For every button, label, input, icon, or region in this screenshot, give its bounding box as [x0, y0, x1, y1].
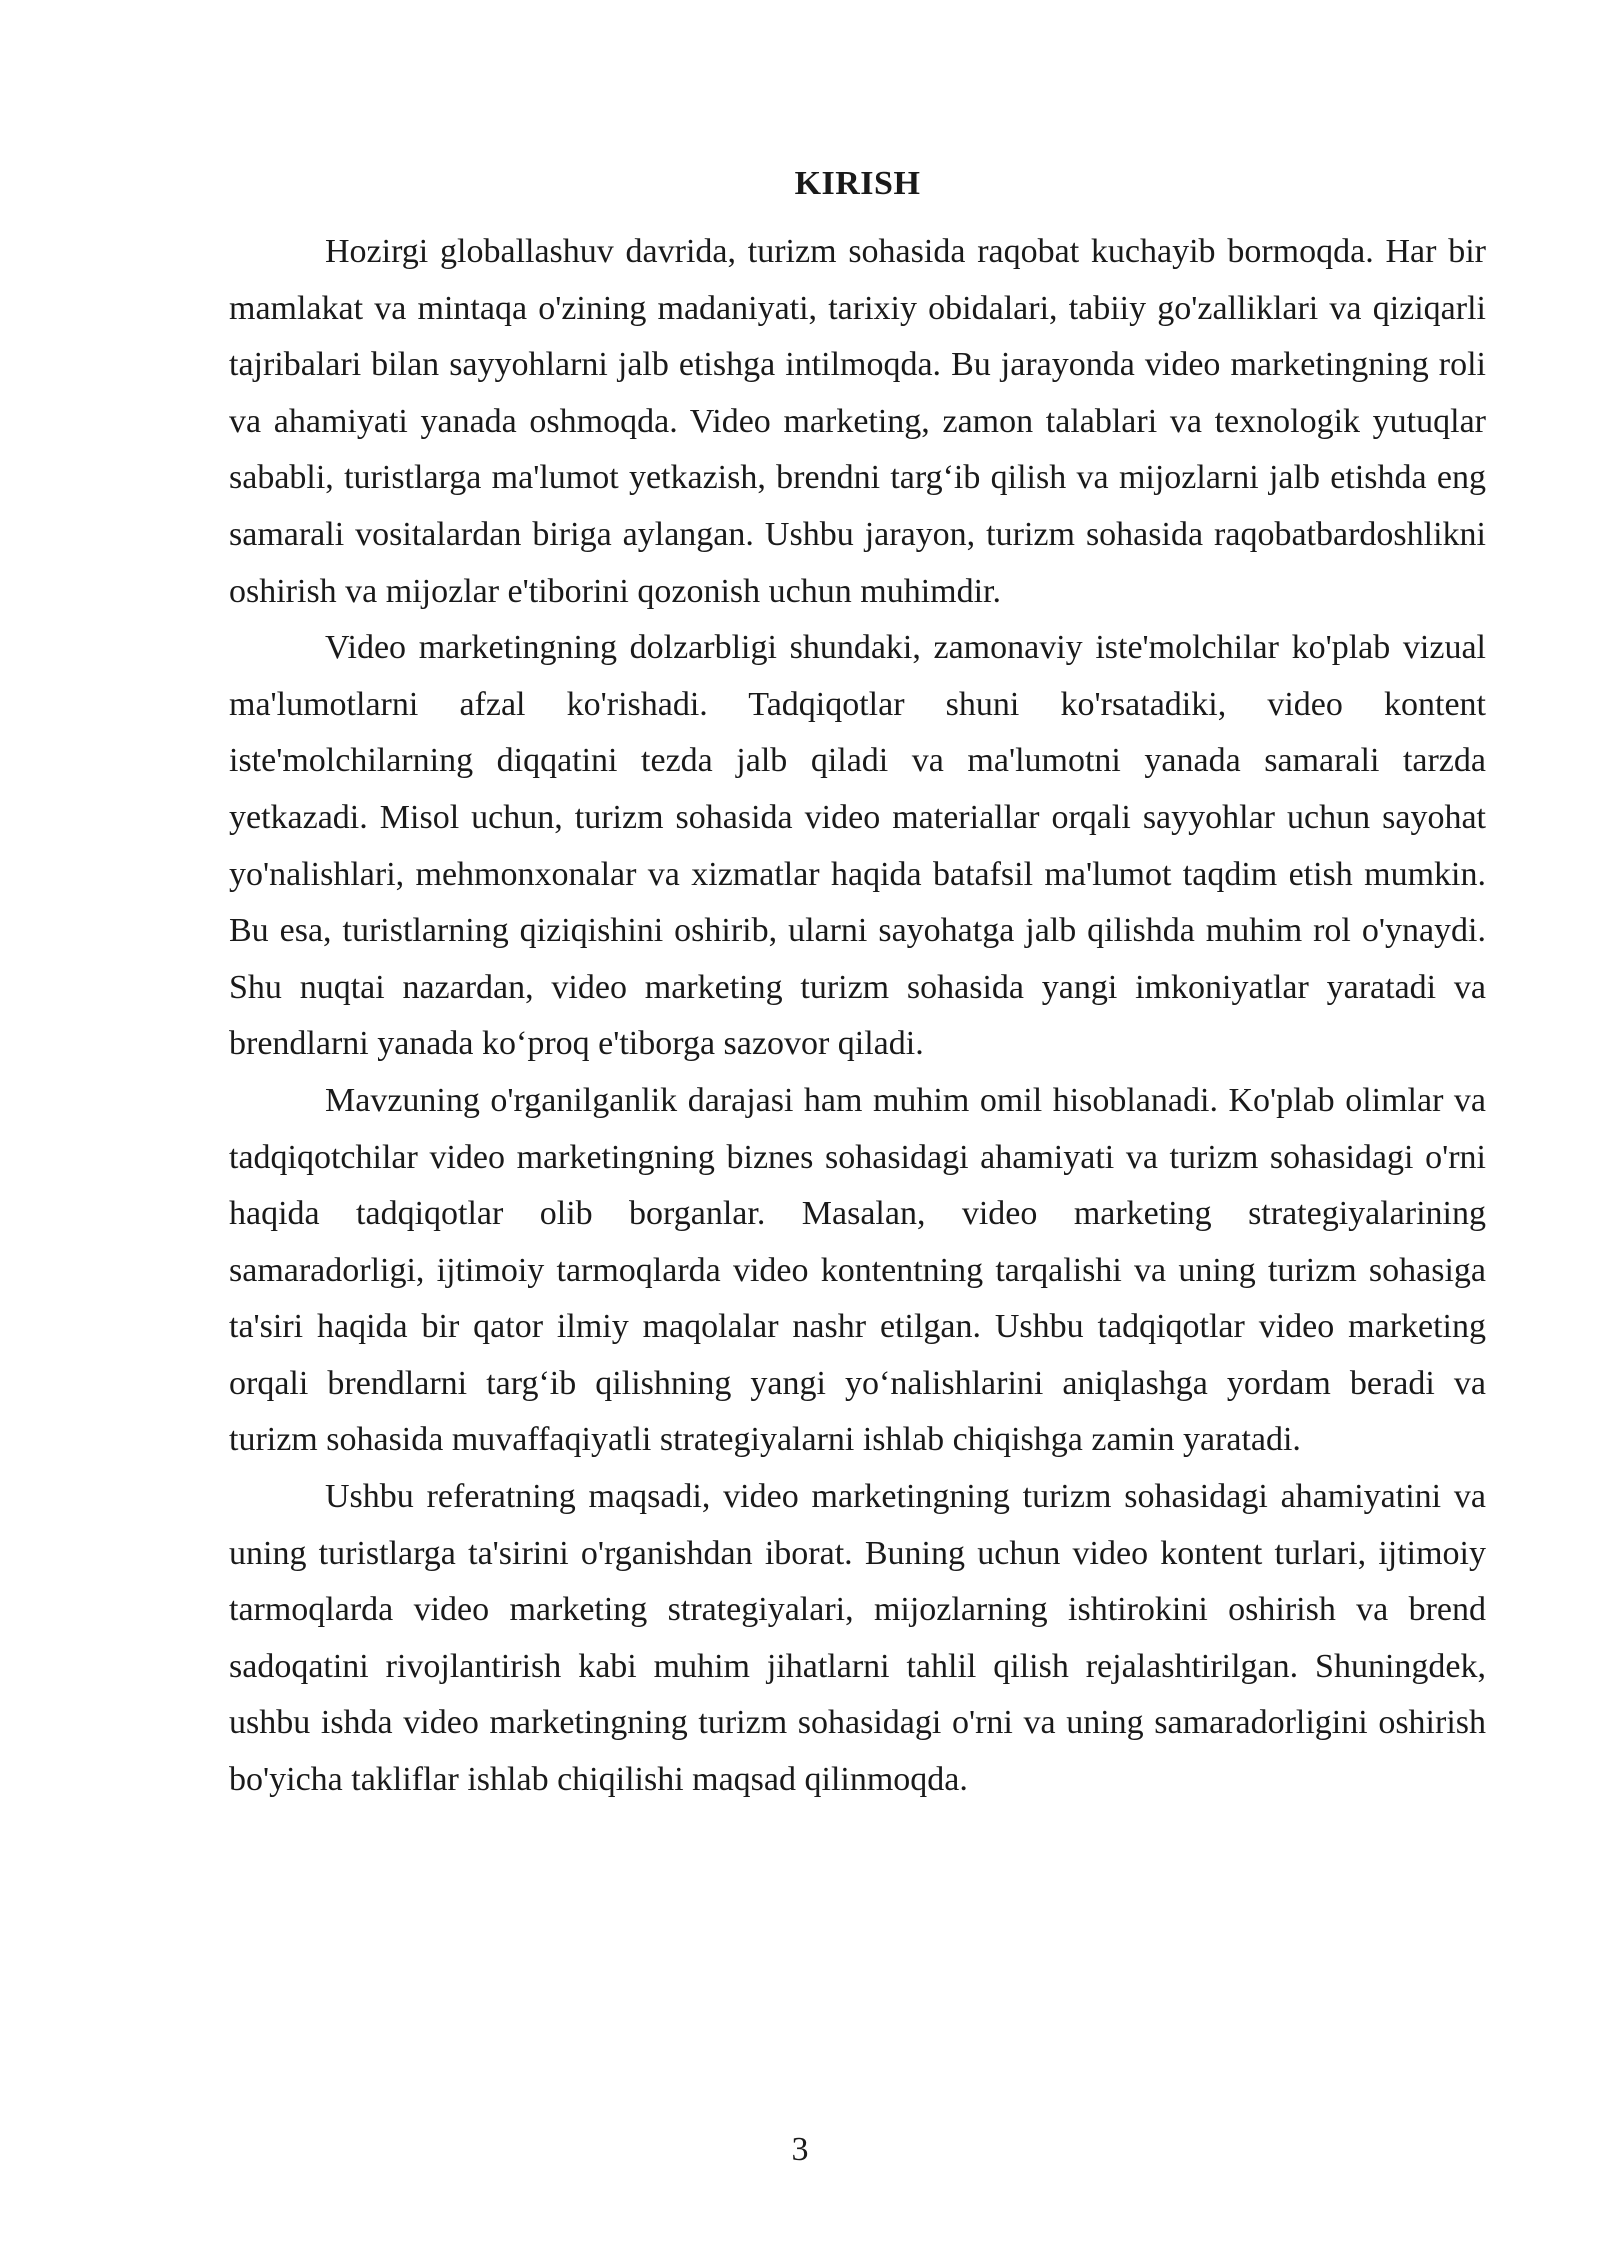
paragraph-goal: Ushbu referatning maqsadi, video marketingning turizm sohasidagi ahamiyatini va uning turistlarga ta'sirini o'rganishdan iborat. Buning uchun video kontent turlari, ijtimoiy tarmoqlarda video marketing strategiyalari, mijozlarning ishtirokini oshirish va brend sadoqatini rivojlantirish kabi muhim jihatlarni tahlil qilish rejalashtirilgan. Shuningdek, ushbu ishda video marketingning turizm sohasidagi o'rni va uning samaradorligini oshirish bo'yicha takliflar ishlab chiqilishi maqsad qilinmoqda.: [229, 1478, 1486, 1799]
paragraph-relevance: Video marketingning dolzarbligi shundaki, zamonaviy iste'molchilar ko'plab vizual ma'lumotlarni afzal ko'rishadi. Tadqiqotlar shuni ko'rsatadiki, video kontent iste'molchilarning diqqatini tezda jalb qiladi va ma'lumotni yanada samarali tarzda yetkazadi. Misol uchun, turizm sohasida video materiallar orqali sayyohlar uchun sayohat yo'nalishlari, mehmonxonalar va xizmatlar haqida batafsil ma'lumot taqdim etish mumkin. Bu esa, turistlarning qiziqishini oshirib, ularni sayohatga jalb qilishda muhim rol o'ynaydi. Shu nuqtai nazardan, video marketing turizm sohasida yangi imkoniyatlar yaratadi va brendlarni yanada ko‘proq e'tiborga sazovor qiladi.: [229, 629, 1486, 1063]
page-content: [229, 162, 1486, 1809]
paragraph-study-level: Mavzuning o'rganilganlik darajasi ham muhim omil hisoblanadi. Ko'plab olimlar va tadqiqotchilar video marketingning biznes sohasidagi ahamiyati va turizm sohasidagi o'rni haqida tadqiqotlar olib borganlar. Masalan, video marketing strategiyalarining samaradorligi, ijtimoiy tarmoqlarda video kontentning tarqalishi va uning turizm sohasiga ta'siri haqida bir qator ilmiy maqolalar nashr etilgan. Ushbu tadqiqotlar video marketing orqali brendlarni targ‘ib qilishning yangi yo‘nalishlarini aniqlashga yordam beradi va turizm sohasida muvaffaqiyatli strategiyalarni ishlab chiqishga zamin yaratadi.: [229, 1081, 1486, 1459]
paragraph-intro: Hozirgi globallashuv davrida, turizm sohasida raqobat kuchayib bormoqda. Har bir mamlakat va mintaqa o'zining madaniyati, tarixiy obidalari, tabiiy go'zalliklari va qiziqarli tajribalari bilan sayyohlarni jalb etishga intilmoqda. Bu jarayonda video marketingning roli va ahamiyati yanada oshmoqda. Video marketing, zamon talablari va texnologik yutuqlar sababli, turistlarga ma'lumot yetkazish, brendni targ‘ib qilish va mijozlarni jalb etishda eng samarali vositalardan biriga aylangan. Ushbu jarayon, turizm sohasida raqobatbardoshlikni oshirish va mijozlar e'tiborini qozonish uchun muhimdir.: [229, 233, 1486, 610]
section-heading: KIRISH: [794, 165, 921, 202]
page-number: 3: [791, 2131, 809, 2168]
